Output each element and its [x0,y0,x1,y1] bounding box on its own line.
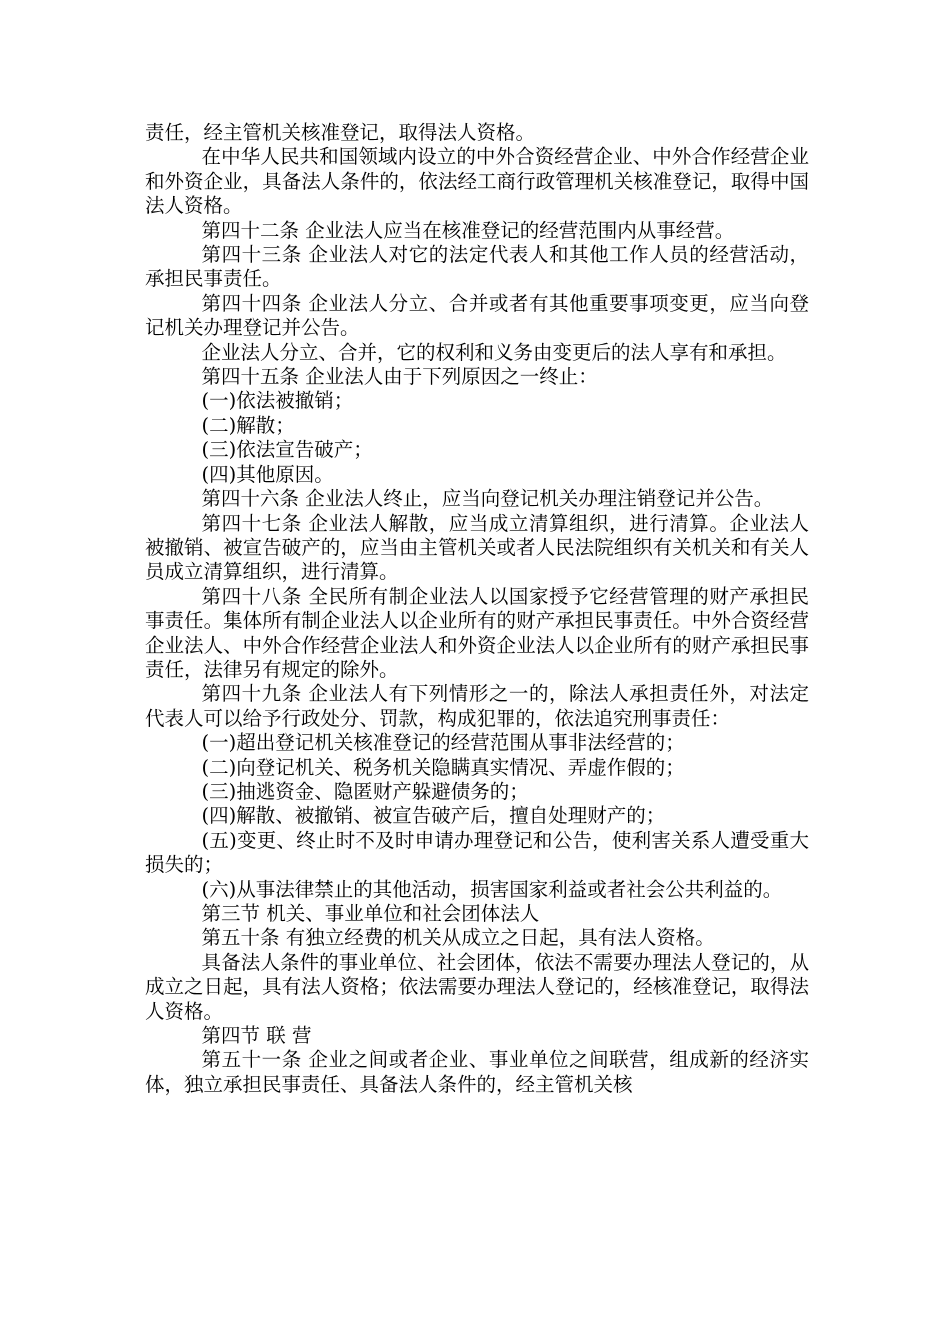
paragraph: (四)其他原因。 [201,462,334,486]
paragraph: (三)抽逃资金、隐匿财产躲避债务的； [201,779,529,803]
paragraph: (五)变更、终止时不及时申请办理登记和公告，使利害关系人遭受重大损失的； [145,828,809,877]
paragraph: 第四节 联 营 [201,1024,312,1048]
paragraph: 第四十四条 企业法人分立、合并或者有其他重要事项变更，应当向登记机关办理登记并公告。 [145,291,809,340]
paragraph: 第四十五条 企业法人由于下列原因之一终止： [201,365,598,389]
paragraph: 具备法人条件的事业单位、社会团体，依法不需要办理法人登记的，从成立之日起，具有法人资格；依法需要办理法人登记的，经核准登记，取得法人资格。 [145,950,809,1023]
paragraph: (二)向登记机关、税务机关隐瞒真实情况、弄虚作假的； [201,755,685,779]
document-body [145,121,809,1097]
paragraph: 第五十条 有独立经费的机关从成立之日起，具有法人资格。 [201,926,715,950]
paragraph: 第四十七条 企业法人解散，应当成立清算组织，进行清算。企业法人被撤销、被宣告破产的，应当由主管机关或者人民法院组织有关机关和有关人员成立清算组织，进行清算。 [145,511,809,584]
paragraph: 第四十六条 企业法人终止，应当向登记机关办理注销登记并公告。 [201,487,774,511]
paragraph: 责任，经主管机关核准登记，取得法人资格。 [145,121,536,144]
paragraph: (一)依法被撤销； [201,389,354,413]
paragraph: 第四十八条 全民所有制企业法人以国家授予它经营管理的财产承担民事责任。集体所有制企业法人以企业所有的财产承担民事责任。中外合资经营企业法人、中外合作经营企业法人和外资企业法人以企业所有的财产承担民事责任，法律另有规定的除外。 [145,584,809,681]
paragraph: 在中华人民共和国领域内设立的中外合资经营企业、中外合作经营企业和外资企业，具备法人条件的，依法经工商行政管理机关核准登记，取得中国法人资格。 [145,145,809,218]
paragraph: 第五十一条 企业之间或者企业、事业单位之间联营，组成新的经济实体，独立承担民事责任、具备法人条件的，经主管机关核 [145,1048,809,1096]
paragraph: (一)超出登记机关核准登记的经营范围从事非法经营的； [201,731,685,755]
paragraph: (六)从事法律禁止的其他活动，损害国家利益或者社会公共利益的。 [201,877,783,901]
paragraph: 第四十二条 企业法人应当在核准登记的经营范围内从事经营。 [201,218,735,242]
paragraph: 企业法人分立、合并，它的权利和义务由变更后的法人享有和承担。 [201,340,787,364]
paragraph: 第四十九条 企业法人有下列情形之一的，除法人承担责任外，对法定代表人可以给予行政处分、罚款，构成犯罪的，依法追究刑事责任： [145,682,809,730]
paragraph: (二)解散； [201,413,295,437]
paragraph: 第三节 机关、事业单位和社会团体法人 [201,902,540,925]
paragraph: (三)依法宣告破产； [201,438,373,462]
paragraph: 第四十三条 企业法人对它的法定代表人和其他工作人员的经营活动，承担民事责任。 [145,243,809,291]
paragraph: (四)解散、被撤销、被宣告破产后，擅自处理财产的； [201,804,666,828]
